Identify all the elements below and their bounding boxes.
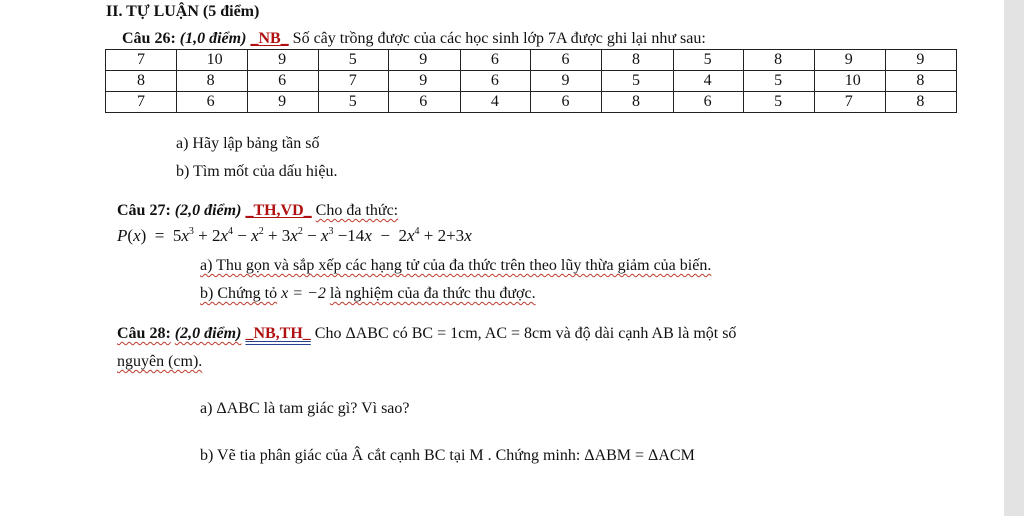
table-cell: 8 [602, 92, 674, 113]
table-cell: 8 [176, 71, 248, 92]
q26-part-a-text: a) Hãy lập bảng tần số [176, 135, 320, 152]
q27-header [117, 201, 398, 221]
table-cell: 8 [106, 71, 177, 92]
table-cell: 5 [318, 50, 389, 71]
table-cell: 8 [886, 92, 957, 113]
table-cell: 6 [460, 50, 531, 71]
q27-part-a-text: a) Thu gọn và sắp xếp các hạng tử của đa thức trên theo lũy thừa giảm của biến. [200, 257, 712, 274]
q26-header [122, 29, 706, 49]
table-cell: 6 [389, 92, 461, 113]
q27-part-b-prefix: b) Chứng tỏ [200, 285, 278, 302]
q27-points: (2,0 điểm) [174, 202, 242, 219]
q26-text: Số cây trồng được của các học sinh lớp 7A được ghi lại như sau: [292, 30, 706, 47]
table-cell: 8 [744, 50, 815, 71]
table-cell: 10 [814, 71, 886, 92]
q28-level: _NB,TH_ [245, 325, 311, 342]
table-cell: 6 [673, 92, 744, 113]
q28-points: (2,0 điểm) [174, 325, 242, 342]
q28-part-b-text: b) Vẽ tia phân giác của Â cắt cạnh BC tại M . Chứng minh: ΔABM = ΔACM [200, 447, 695, 464]
q27-level: _TH,VD_ [245, 202, 312, 219]
table-cell: 7 [318, 71, 389, 92]
q27-formula: $P(x) = 5x^3 + 2x^4 - x^2 + 3x^2 - x^3 -14x - 2x^4 + 2+3x$ [117, 226, 472, 245]
table-row [106, 71, 957, 92]
table-cell: 9 [248, 50, 319, 71]
table-cell: 4 [460, 92, 531, 113]
table-cell: 8 [602, 50, 674, 71]
q28-text-line2: nguyên (cm). [117, 353, 203, 370]
table-cell: 9 [814, 50, 886, 71]
q28-text-line2-wrap [117, 352, 202, 372]
table-cell: 7 [106, 50, 177, 71]
table-cell: 9 [531, 71, 602, 92]
q26-points: (1,0 điểm) [179, 30, 247, 47]
q28-label: Câu 28: [117, 325, 171, 342]
q28-part-b [200, 446, 695, 466]
table-cell: 6 [460, 71, 531, 92]
table-cell: 4 [673, 71, 744, 92]
table-row [106, 92, 957, 113]
q26-level: _NB_ [250, 30, 289, 47]
table-cell: 9 [886, 50, 957, 71]
table-cell: 9 [389, 71, 461, 92]
q27-part-b-math: x = −2 [281, 285, 326, 302]
table-cell: 8 [886, 71, 957, 92]
data-table [105, 49, 957, 113]
table-cell: 9 [248, 92, 319, 113]
table-cell: 6 [531, 92, 602, 113]
q28-header [117, 324, 736, 344]
q28-text-line1: Cho ΔABC có BC = 1cm, AC = 8cm và độ dài cạnh AB là một số [314, 325, 737, 342]
section-title: II. TỰ LUẬN (5 điểm) [106, 3, 260, 20]
table-cell: 9 [389, 50, 461, 71]
q28-part-a [200, 399, 410, 419]
table-cell: 7 [106, 92, 177, 113]
table-cell: 5 [602, 71, 674, 92]
q27-label: Câu 27: [117, 202, 171, 219]
table-cell: 6 [531, 50, 602, 71]
q26-part-b-text: b) Tìm mốt của dấu hiệu. [176, 163, 338, 180]
table-cell: 5 [744, 71, 815, 92]
table-cell: 6 [248, 71, 319, 92]
q26-part-a [176, 134, 320, 154]
table-cell: 5 [673, 50, 744, 71]
table-row [106, 50, 957, 71]
table-cell: 7 [814, 92, 886, 113]
q26-label: Câu 26: [122, 30, 176, 47]
table-cell: 6 [176, 92, 248, 113]
table-cell: 5 [744, 92, 815, 113]
q27-part-a [200, 256, 711, 276]
q27-text: Cho đa thức: [315, 202, 399, 219]
q28-part-a-text: a) ΔABC là tam giác gì? Vì sao? [200, 400, 410, 417]
q26-part-b [176, 162, 337, 182]
q27-part-b [200, 284, 536, 304]
table-cell: 10 [176, 50, 248, 71]
q27-part-b-suffix: là nghiệm của đa thức thu được. [329, 285, 536, 302]
table-cell: 5 [318, 92, 389, 113]
